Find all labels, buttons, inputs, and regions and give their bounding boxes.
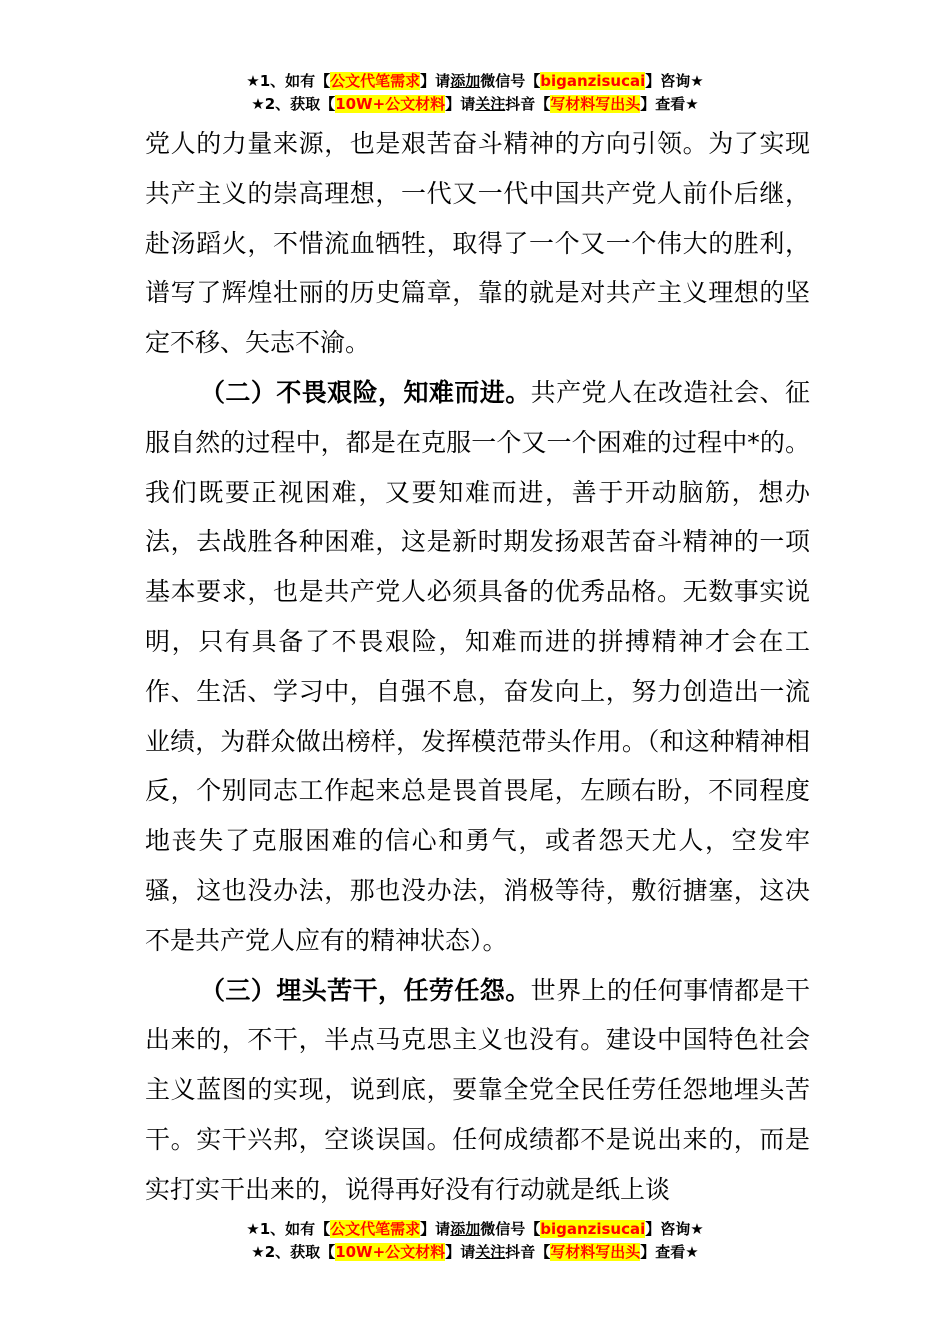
document-body — [145, 119, 810, 1215]
paragraph-3 — [145, 966, 810, 1215]
banner-line-2 — [0, 93, 950, 116]
footer-banner — [0, 1218, 950, 1264]
banner-highlight-douyin: 写材料写出头 — [550, 95, 641, 113]
banner-text: 】请 — [445, 1243, 476, 1261]
banner-highlight-materials: 10W+公文材料 — [335, 95, 446, 113]
section-heading-2: （二）不畏艰险，知难而进。 — [200, 377, 531, 407]
banner-line-1 — [0, 1218, 950, 1241]
banner-highlight-wechat-id: biganzisucai — [540, 72, 646, 90]
banner-text: 】查看★ — [640, 95, 699, 113]
banner-line-2 — [0, 1241, 950, 1264]
banner-text: 】请 — [420, 1220, 451, 1238]
paragraph-3-text: 世界上的任何事情都是干出来的，不干，半点马克思主义也没有。建设中国特色社会主义蓝图的实现，说到底，要靠全党全民任劳任怨地埋头苦干。实干兴邦，空谈误国。任何成绩都不是说出来的，而是实打实干出来的，说得再好没有行动就是纸上谈 — [145, 975, 810, 1204]
banner-line-1 — [0, 70, 950, 93]
banner-text: ★1、如有【 — [246, 72, 331, 90]
banner-text: 微信号【 — [480, 1220, 541, 1238]
banner-highlight-wechat-id: biganzisucai — [540, 1220, 646, 1238]
banner-text: 】咨询★ — [645, 1220, 704, 1238]
banner-highlight-douyin: 写材料写出头 — [550, 1243, 641, 1261]
banner-text: ★1、如有【 — [246, 1220, 331, 1238]
paragraph-2 — [145, 368, 810, 966]
banner-text: 抖音【 — [505, 95, 551, 113]
banner-text: ★2、获取【 — [251, 1243, 336, 1261]
paragraph-1: 党人的力量来源，也是艰苦奋斗精神的方向引领。为了实现共产主义的崇高理想，一代又一代中国共产党人前仆后继，赴汤蹈火，不惜流血牺牲，取得了一个又一个伟大的胜利，谱写了辉煌壮丽的历史篇章，靠的就是对共产主义理想的坚定不移、矢志不渝。 — [145, 129, 810, 358]
banner-underline-add: 添加 — [450, 72, 481, 90]
banner-text: 】咨询★ — [645, 72, 704, 90]
paragraph-2-text: 共产党人在改造社会、征服自然的过程中，都是在克服一个又一个困难的过程中*的。我们既要正视困难，又要知难而进，善于开动脑筋，想办法，去战胜各种困难，这是新时期发扬艰苦奋斗精神的一项基本要求，也是共产党人必须具备的优秀品格。无数事实说明，只有具备了不畏艰险，知难而进的拼搏精神才会在工作、生活、学习中，自强不息，奋发向上，努力创造出一流业绩，为群众做出榜样，发挥模范带头作用。（和这种精神相反，个别同志工作起来总是畏首畏尾，左顾右盼，不同程度地丧失了克服困难的信心和勇气，或者怨天尤人，空发牢骚，这也没办法，那也没办法，消极等待，敷衍搪塞，这决不是共产党人应有的精神状态）。 — [145, 377, 810, 955]
banner-highlight-materials: 10W+公文材料 — [335, 1243, 446, 1261]
section-heading-3: （三）埋头苦干，任劳任怨。 — [200, 975, 531, 1005]
header-banner — [0, 70, 950, 116]
banner-underline-add: 添加 — [450, 1220, 481, 1238]
banner-text: 】请 — [445, 95, 476, 113]
banner-underline-follow: 关注 — [475, 95, 506, 113]
banner-text: ★2、获取【 — [251, 95, 336, 113]
banner-highlight-service: 公文代笔需求 — [330, 1220, 421, 1238]
banner-text: 】请 — [420, 72, 451, 90]
banner-highlight-service: 公文代笔需求 — [330, 72, 421, 90]
banner-text: 微信号【 — [480, 72, 541, 90]
banner-text: 】查看★ — [640, 1243, 699, 1261]
banner-underline-follow: 关注 — [475, 1243, 506, 1261]
banner-text: 抖音【 — [505, 1243, 551, 1261]
